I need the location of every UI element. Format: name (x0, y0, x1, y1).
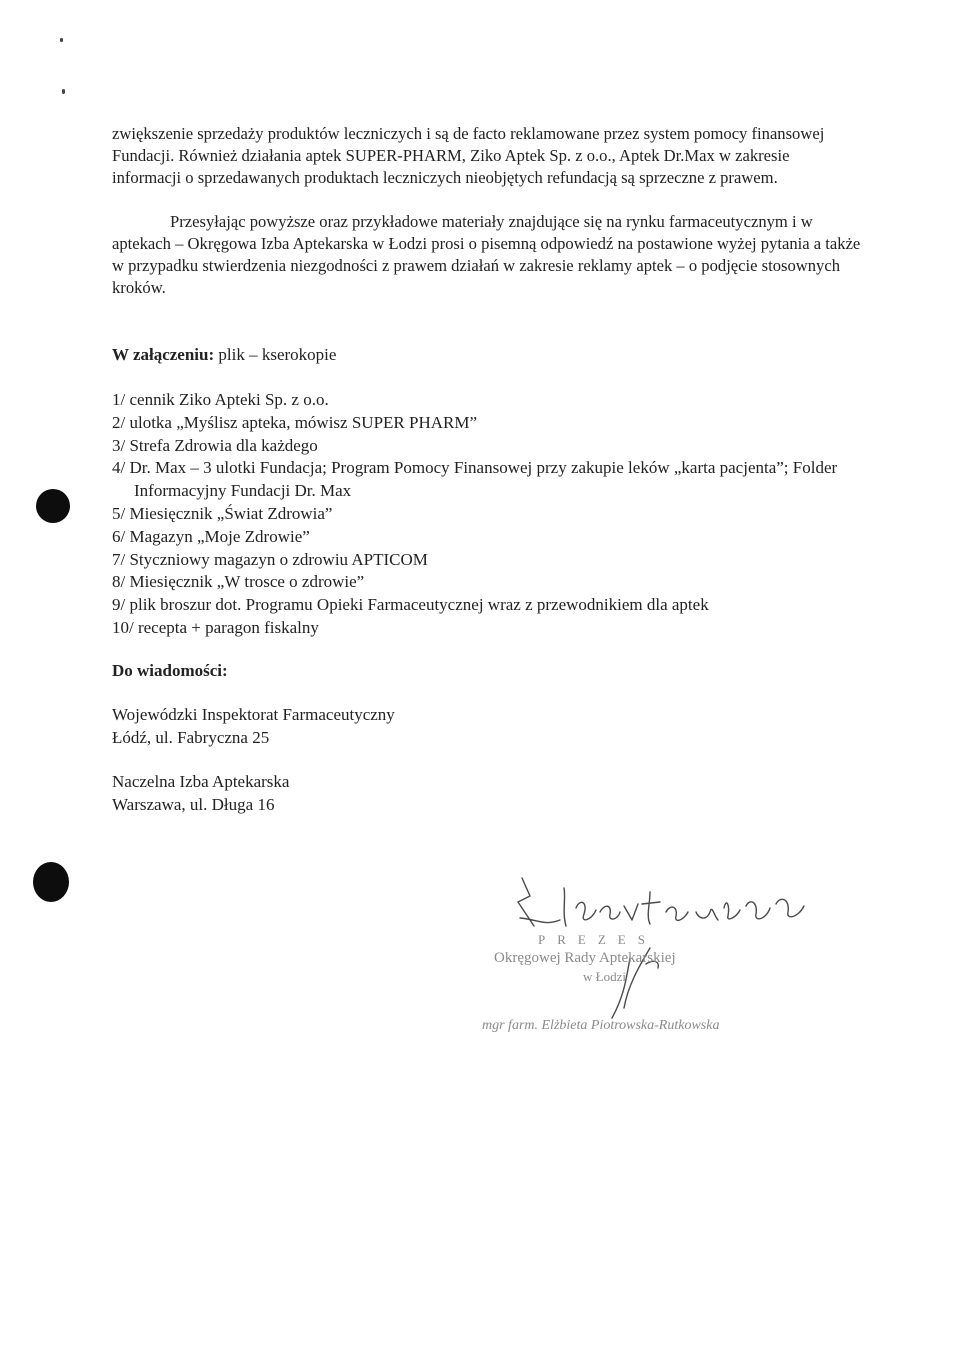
recipient-address: Warszawa, ul. Długa 16 (112, 794, 275, 814)
paragraph-continuation: zwiększenie sprzedaży produktów leczniczych i są de facto reklamowane przez system pomocy finansowej Fundacji. Również działania aptek SUPER-PHARM, Ziko Aptek Sp. z o.o., Aptek Dr.Max w zakresie informacji o sprzedawanych produktach leczniczych nieobjętych refundacją są sprzeczne z prawem. (112, 124, 825, 187)
attachment-item: 2/ ulotka „Myślisz apteka, mówisz SUPER PHARM” (112, 412, 478, 432)
attachment-item: 9/ plik broszur dot. Programu Opieki Farmaceutycznej wraz z przewodnikiem dla aptek (112, 595, 709, 615)
stamp-institution: Okręgowej Rady Aptekarskiej (494, 950, 676, 966)
stamp-title: PREZES (538, 932, 657, 947)
attachment-item: 5/ Miesięcznik „Świat Zdrowia” (112, 503, 333, 523)
recipients-heading: Do wiadomości: (112, 661, 228, 680)
attachment-item: 7/ Styczniowy magazyn o zdrowiu APTICOM (112, 549, 428, 569)
attachment-item: 8/ Miesięcznik „W trosce o zdrowie” (112, 572, 365, 592)
scan-speck (62, 89, 65, 94)
attachments-list (112, 389, 852, 640)
attachment-item: 3/ Strefa Zdrowia dla każdego (112, 435, 318, 455)
attachments-heading-rest: plik – kserokopie (214, 345, 337, 364)
paragraph-request: Przesyłając powyższe oraz przykładowe materiały znajdujące się na rynku farmaceutycznym i w aptekach – Okręgowa Izba Aptekarska w Łodzi prosi o pisemną odpowiedź na postawione wyżej pytania a także w przypadku stwierdzenia niezgodności z prawem działań w zakresie reklamy aptek – o podjęcie stosownych kroków. (112, 212, 861, 297)
attachment-item: 4/ Dr. Max – 3 ulotki Fundacja; Program Pomocy Finansowej przy zakupie leków „karta pacjenta”; Folder Informacyjny Fundacji Dr. Max (112, 458, 838, 501)
punch-hole-lower (33, 862, 69, 902)
attachments-heading: W załączeniu: (112, 345, 215, 364)
recipient-name: Wojewódzki Inspektorat Farmaceutyczny (112, 705, 395, 724)
attachment-item: 6/ Magazyn „Moje Zdrowie” (112, 526, 310, 546)
punch-hole-upper (36, 489, 70, 523)
recipient-name: Naczelna Izba Aptekarska (112, 772, 290, 791)
attachment-item: 1/ cennik Ziko Apteki Sp. z o.o. (112, 390, 329, 409)
attachments-heading-line (112, 344, 336, 366)
recipient-block (112, 704, 395, 749)
recipient-block (112, 771, 289, 816)
stamp-city: w Łodzi (583, 969, 626, 984)
scan-speck (60, 38, 63, 42)
recipient-address: Łódź, ul. Fabryczna 25 (112, 727, 270, 747)
attachment-item: 10/ recepta + paragon fiskalny (112, 617, 319, 637)
stamp-person: mgr farm. Elżbieta Piotrowska-Rutkowska (482, 1018, 720, 1033)
official-stamp (478, 932, 778, 1042)
